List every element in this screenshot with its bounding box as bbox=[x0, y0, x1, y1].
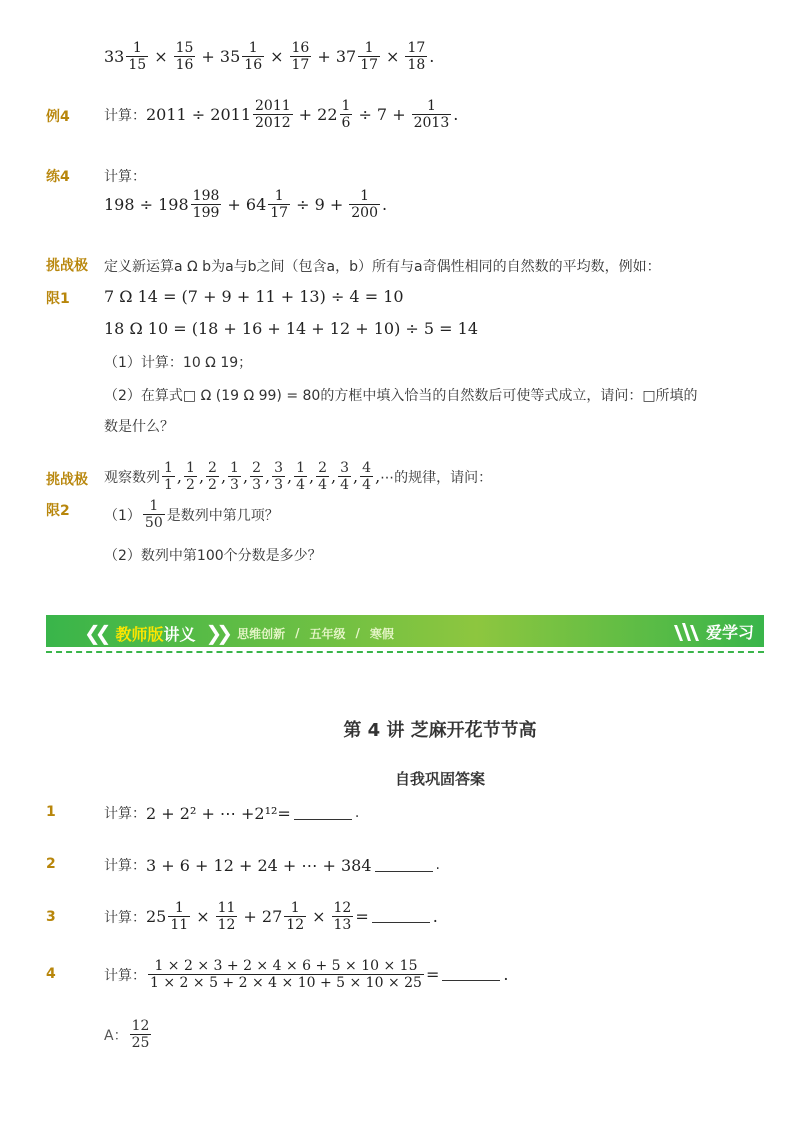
challenge1-example2: 18 Ω 10 = (18 + 16 + 14 + 12 + 10) ÷ 5 = 14 bbox=[104, 319, 479, 338]
question4: 计算： $\frac{1 \times 2 \times 3 + 2 \times 4 \times 6 + 5 \times 10 \times 15}{1 \times 2 \times 5 + 2 \times 4 \times 10 + 5 \times 10 \times 25}$ = . bbox=[104, 958, 509, 992]
challenge1-question1: （1）计算：10 Ω 19； bbox=[104, 355, 253, 371]
example4-expression: 计算： 2011 ÷ 2011 $\frac{2011}{2012}$ + 22 $\frac{1}{6}$ ÷ 7 + $\frac{1}{2013}$ . bbox=[104, 98, 459, 132]
answer: A： $\frac{12}{25}$ bbox=[104, 1018, 150, 1052]
sequence-fractions bbox=[160, 460, 380, 493]
banner-divider bbox=[46, 651, 764, 653]
sequence-fraction: $\frac{1}{4}$ bbox=[296, 460, 306, 494]
sequence-fraction: $\frac{1}{3}$ bbox=[230, 460, 239, 494]
fraction: $\frac{1}{17}$ bbox=[270, 188, 289, 222]
challenge1-example1: 7 Ω 14 = (7 + 9 + 11 + 13) ÷ 4 = 10 bbox=[104, 287, 404, 306]
fraction: $\frac{198}{199}$ bbox=[192, 188, 220, 222]
sequence-fraction: $\frac{1}{2}$ bbox=[186, 460, 195, 494]
calc-label: 计算： bbox=[104, 169, 146, 185]
answer-fraction: $\frac{12}{25}$ bbox=[131, 1018, 150, 1052]
practice4-expression: 198 ÷ 198 $\frac{198}{199}$ + 64 $\frac{1}{17}$ ÷ 9 + $\frac{1}{200}$ . bbox=[104, 188, 388, 222]
fraction: $\frac{1}{200}$ bbox=[351, 188, 378, 222]
question1: 计算： 2 + 2² + ⋯ +2¹²= . bbox=[104, 803, 360, 823]
answer-blank[interactable] bbox=[375, 859, 433, 872]
question3: 计算： 25 $\frac{1}{11}$ × $\frac{11}{12}$ + 27 $\frac{1}{12}$ × $\frac{12}{13}$ = . bbox=[104, 900, 438, 934]
fraction: $\frac{17}{18}$ bbox=[407, 40, 426, 74]
question-number: 2 bbox=[46, 856, 56, 872]
sequence-fraction: $\frac{2}{3}$ bbox=[252, 460, 261, 494]
section-title: 自我巩固答案 bbox=[394, 770, 485, 788]
comma: , bbox=[176, 467, 183, 487]
comma: , bbox=[375, 467, 381, 487]
challenge1-question2: （2）在算式□ Ω (19 Ω 99) = 80的方框中填入恰当的自然数后可使等式成立，请问：□所填的 bbox=[104, 388, 698, 404]
challenge2-question1: （1） $\frac{1}{50}$ 是数列中第几项？ bbox=[104, 498, 279, 532]
brand-logo-icon bbox=[672, 621, 702, 643]
question-number: 1 bbox=[46, 804, 56, 820]
fraction: $\frac{1}{2013}$ bbox=[413, 98, 450, 132]
sequence-fraction: $\frac{3}{3}$ bbox=[274, 460, 283, 494]
sequence-fraction: $\frac{2}{2}$ bbox=[208, 460, 217, 494]
question-number: 3 bbox=[46, 909, 56, 925]
fraction: $\frac{11}{12}$ bbox=[217, 900, 236, 934]
challenge-label-line2: 限2 bbox=[46, 503, 70, 519]
sequence-fraction: $\frac{3}{4}$ bbox=[340, 460, 350, 494]
challenge2-question2: （2）数列中第100个分数是多少？ bbox=[104, 548, 322, 564]
comma: , bbox=[198, 467, 205, 487]
challenge-label-line2: 限1 bbox=[46, 291, 70, 307]
fraction: $\frac{1 \times 2 \times 3 + 2 \times 4 \times 6 + 5 \times 10 \times 15}{1 \times 2 \times 5 + 2 \times 4 \times 10 + 5 \times 10 \times 25}$ bbox=[150, 958, 422, 992]
fraction: $\frac{1}{11}$ bbox=[170, 900, 189, 934]
challenge1-definition: 定义新运算a Ω b为a与b之间（包含a，b）所有与a奇偶性相同的自然数的平均数，例如： bbox=[104, 259, 661, 275]
sequence-fraction: $\frac{2}{4}$ bbox=[318, 460, 328, 494]
example-label: 例4 bbox=[46, 109, 70, 125]
challenge2-sequence: 观察数列 $\frac{1}{1}$ , $\frac{1}{2}$ , $\frac{2}{2}$ , $\frac{1}{3}$ , $\frac{2}{3}$ , $\frac{3}{3}$ , $\frac{1}{4}$ , $\frac{2}{4}$ , $\frac{3}{4}$ , $\frac{4}{4}$ , ⋯的规律，请问： bbox=[104, 460, 493, 494]
practice-label: 练4 bbox=[46, 169, 70, 185]
chevron-left-icon: ❮❮ bbox=[84, 621, 106, 645]
comma: , bbox=[264, 467, 271, 487]
comma: , bbox=[242, 467, 249, 487]
fraction: $\frac{15}{16}$ bbox=[175, 40, 194, 74]
fraction: $\frac{12}{13}$ bbox=[333, 900, 352, 934]
fraction: $\frac{1}{50}$ bbox=[144, 498, 163, 532]
sequence-fraction: $\frac{4}{4}$ bbox=[362, 460, 372, 494]
question2: 计算： 3 + 6 + 12 + 24 + ⋯ + 384 . bbox=[104, 855, 440, 875]
lecture-title: 第 4 讲 芝麻开花节节高 bbox=[343, 720, 537, 741]
challenge-label-line1: 挑战极 bbox=[46, 258, 88, 274]
challenge1-question2-cont: 数是什么？ bbox=[104, 419, 174, 435]
banner-title: 教师版讲义 bbox=[115, 624, 196, 644]
answer-blank[interactable] bbox=[294, 807, 352, 820]
fraction: $\frac{1}{6}$ bbox=[341, 98, 351, 132]
fraction: $\frac{2011}{2012}$ bbox=[255, 98, 291, 132]
fraction: $\frac{1}{16}$ bbox=[244, 40, 263, 74]
chevron-right-icon: ❯❯ bbox=[205, 621, 228, 645]
challenge-label-line1: 挑战极 bbox=[46, 472, 88, 488]
answer-blank[interactable] bbox=[442, 968, 500, 981]
fraction: $\frac{16}{17}$ bbox=[291, 40, 310, 74]
comma: , bbox=[353, 467, 359, 487]
answer-blank[interactable] bbox=[372, 910, 430, 923]
comma: , bbox=[309, 467, 315, 487]
comma: , bbox=[331, 467, 337, 487]
sequence-fraction: $\frac{1}{1}$ bbox=[164, 460, 173, 494]
fraction: $\frac{1}{17}$ bbox=[360, 40, 379, 74]
comma: , bbox=[220, 467, 227, 487]
fraction: $\frac{1}{12}$ bbox=[286, 900, 305, 934]
fraction: $\frac{1}{15}$ bbox=[128, 40, 147, 74]
comma: , bbox=[287, 467, 293, 487]
top-expression: 33 $\frac{1}{15}$ × $\frac{15}{16}$ + 35 $\frac{1}{16}$ × $\frac{16}{17}$ + 37 $\frac{1}{17}$ × $\frac{17}{18}$ . bbox=[104, 40, 435, 74]
question-number: 4 bbox=[46, 966, 56, 982]
brand: 爱学习 bbox=[672, 620, 754, 643]
lecture-banner: ❮❮ 教师版讲义 ❯❯ 思维创新 / 五年级 / 寒假 爱学习 bbox=[46, 615, 764, 647]
mixed-whole: 33 bbox=[104, 47, 125, 67]
